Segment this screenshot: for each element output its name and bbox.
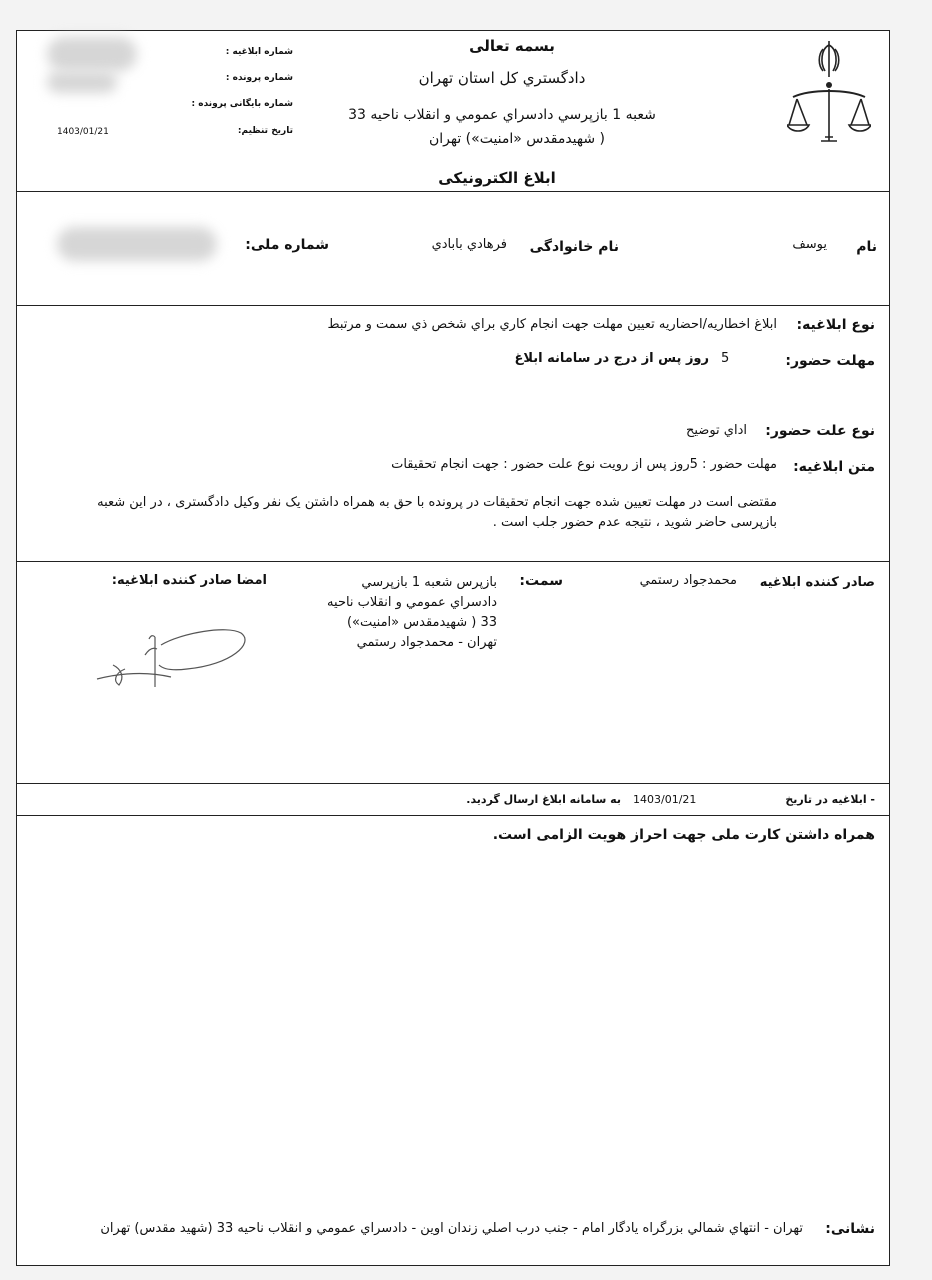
notice-type-value: ابلاغ اخطاريه/احضاريه تعيين مهلت جهت انجام كاري براي شخص ذي سمت و مرتبط <box>327 317 777 332</box>
notice-document <box>16 30 890 1266</box>
redacted-national-id <box>57 227 217 261</box>
attendance-reason-label: نوع علت حضور: <box>765 423 875 439</box>
address-label: نشانی: <box>825 1221 875 1237</box>
position-value: بازپرس شعبه 1 بازپرسي دادسراي عمومي و انقلاب ناحيه 33 ( شهيدمقدس «امنيت») تهران - محمدجواد رستمي <box>327 575 497 650</box>
iran-emblem-scales-icon <box>787 37 871 145</box>
issuer-label: صادر کننده ابلاغیه <box>759 575 875 590</box>
divider <box>17 561 889 562</box>
deadline-text: روز پس از درج در سامانه ابلاغ <box>514 351 709 366</box>
redacted-notice-number <box>47 37 137 71</box>
notice-number-label: شماره ابلاغیه : <box>225 47 293 57</box>
issuer-name: محمدجواد رستمي <box>639 573 737 588</box>
issue-date-value: 1403/01/21 <box>57 127 109 137</box>
deadline-days: 5 <box>721 351 730 366</box>
archive-number-label: شماره بایگانی پرونده : <box>191 99 293 109</box>
notice-text-body: مقتضی است در مهلت تعیین شده جهت انجام تحقیقات در پرونده با حق به همراه داشتن یک نفر وکیل دادگستری ، در این شعبه بازپرسی حاضر شوید ، نتیجه عدم حضور جلب است . <box>97 495 777 530</box>
branch-line-1: شعبه 1 بازپرسي دادسراي عمومي و انقلاب ناحيه 33 <box>348 107 656 123</box>
address-value: تهران - انتهاي شمالي بزرگراه يادگار امام - جنب درب اصلي زندان اوين - دادسراي عمومي و انقلاب ناحيه 33 (شهيد مقدس) تهران <box>100 1221 803 1236</box>
family-name-label: نام خانوادگی <box>529 239 619 255</box>
delivery-date: 1403/01/21 <box>633 793 697 806</box>
name-label: نام <box>856 239 877 255</box>
issue-date-label: تاریخ تنظیم: <box>237 126 293 136</box>
redacted-case-number <box>47 71 117 93</box>
family-name-value: فرهادي بابادي <box>431 237 507 252</box>
notice-text-label: متن ابلاغیه: <box>793 459 875 475</box>
case-number-label: شماره پرونده : <box>225 73 293 83</box>
id-card-note: همراه داشتن كارت ملی جهت احراز هويت الزامی است. <box>492 827 875 843</box>
signature-label: امضا صادر کننده ابلاغیه: <box>111 573 267 588</box>
notice-text-line-1: مهلت حضور : 5روز پس از رويت نوع علت حضور : جهت انجام تحقيقات <box>391 457 777 472</box>
name-value: يوسف <box>792 237 827 252</box>
delivery-prefix: - ابلاغیه در تاریخ <box>785 793 875 806</box>
deadline-label: مهلت حضور: <box>785 353 875 369</box>
divider <box>17 815 889 816</box>
divider <box>17 305 889 306</box>
signature-image <box>91 625 271 695</box>
branch-line-2: ( شهيدمقدس «امنيت») تهران <box>428 131 605 147</box>
court-name: دادگستري كل استان تهران <box>418 69 586 87</box>
delivery-suffix: به سامانه ابلاغ ارسال گردید. <box>466 793 621 806</box>
position-label: سمت: <box>519 573 563 589</box>
divider <box>17 783 889 784</box>
basmala: بسمه تعالی <box>469 37 555 55</box>
notice-type-label: نوع ابلاغیه: <box>796 317 875 333</box>
document-title: ابلاغ الكترونيكی <box>438 169 556 187</box>
divider <box>17 191 889 192</box>
attendance-reason-value: اداي توضيح <box>685 423 747 438</box>
national-id-label: شماره ملی: <box>245 237 329 253</box>
